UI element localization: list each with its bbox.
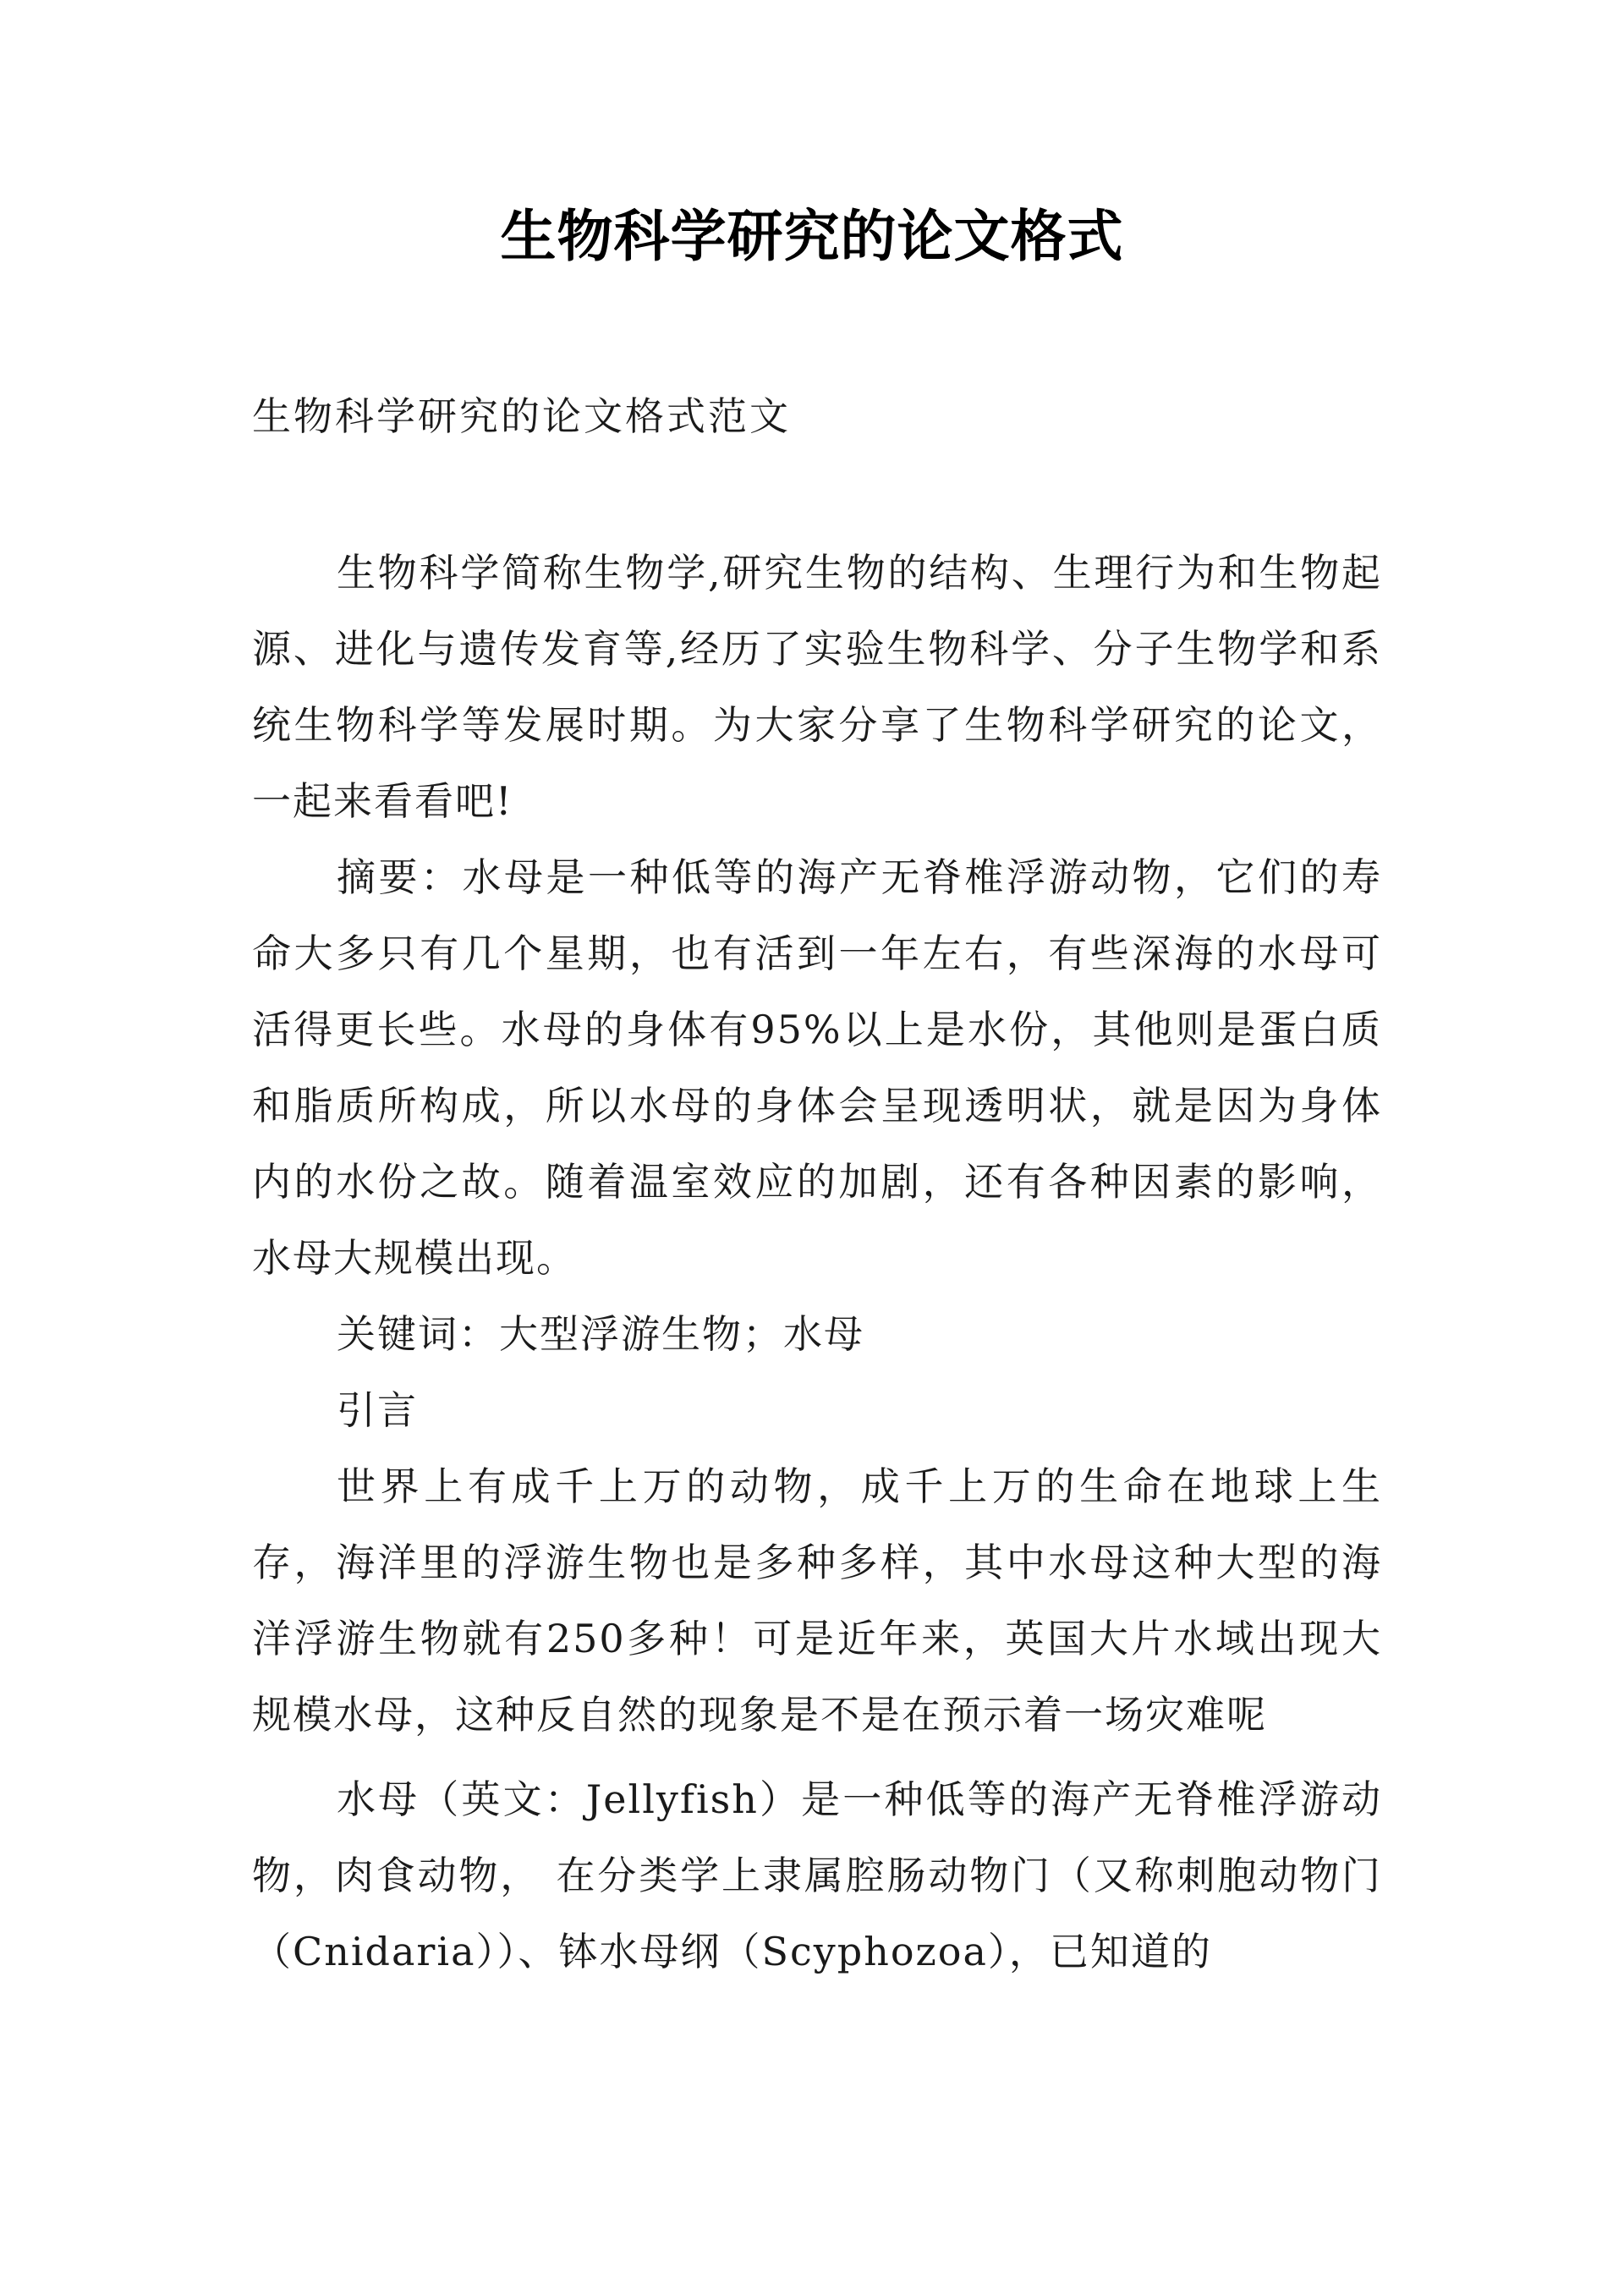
- abstract-paragraph: 摘要：水母是一种低等的海产无脊椎浮游动物，它们的寿命大多只有几个星期，也有活到一年左右，有些深海的水母可活得更长些。水母的身体有95%以上是水份，其他则是蛋白质和脂质所构成，所以水母的身体会呈现透明状，就是因为身体内的水份之故。随着温室效应的加剧，还有各种因素的影响，水母大规模出现。: [252, 854, 1382, 1281]
- section-heading-introduction: 引言: [337, 1387, 418, 1433]
- document-title: 生物科学研究的论文格式: [500, 204, 1124, 269]
- document-subtitle: 生物科学研究的论文格式范文: [252, 393, 791, 439]
- body-paragraph-jellyfish: 水母（英文：Jellyfish）是一种低等的海产无脊椎浮游动物，肉食动物， 在分类学上隶属腔肠动物门（又称刺胞动物门（Cnidaria））、钵水母纲（Scyphozoa），已知道的: [252, 1776, 1382, 1974]
- body-paragraph-world-animals: 世界上有成千上万的动物，成千上万的生命在地球上生存，海洋里的浮游生物也是多种多样，其中水母这种大型的海洋浮游生物就有250多种！可是近年来，英国大片水域出现大规模水母，这种反自然的现象是不是在预示着一场灾难呢: [252, 1463, 1382, 1738]
- document-body: [252, 535, 1382, 1990]
- intro-paragraph: 生物科学简称生物学,研究生物的结构、生理行为和生物起源、进化与遗传发育等,经历了实验生物科学、分子生物学和系统生物科学等发展时期。为大家分享了生物科学研究的论文，一起来看看吧!: [252, 550, 1382, 824]
- keywords-paragraph: 关键词：大型浮游生物；水母: [337, 1311, 864, 1357]
